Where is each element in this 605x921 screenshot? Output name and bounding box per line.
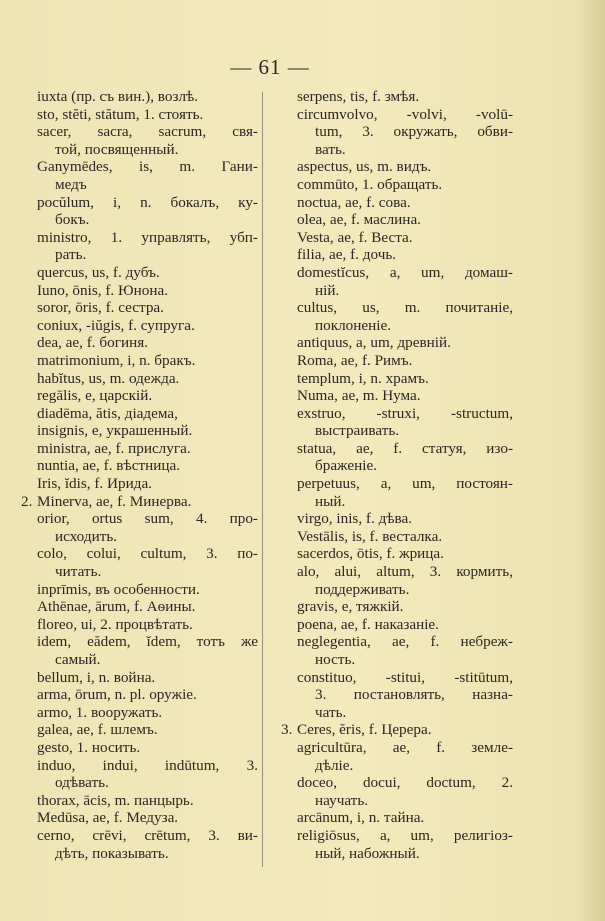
dictionary-entry [37, 229, 258, 264]
dictionary-entry [297, 158, 513, 176]
dictionary-entry [297, 387, 513, 405]
entry-text: sacer, sacra, sacrum, свя- [37, 123, 258, 141]
entry-headword-line [297, 106, 513, 124]
dictionary-entry [37, 352, 258, 370]
entry-text: coniux, -iŭgis, f. супруга. [37, 316, 195, 334]
entry-text: tum, 3. окружать, обви- [315, 123, 513, 141]
dictionary-entry [297, 545, 513, 563]
entry-text: Vestālis, is, f. весталка. [297, 527, 443, 545]
entry-text: самый. [55, 651, 101, 668]
entry-text: noctua, ae, f. сова. [297, 193, 411, 211]
entry-headword-line [37, 581, 258, 599]
entry-text: habĭtus, us, m. одежда. [37, 369, 180, 387]
entry-headword-line [297, 405, 513, 423]
entry-headword-line [37, 704, 258, 722]
dictionary-entry [297, 405, 513, 440]
entry-text: antiquus, a, um, древній. [297, 334, 451, 352]
dictionary-entry [37, 299, 258, 317]
entry-text: templum, i, n. храмъ. [297, 369, 429, 387]
entry-continuation-line [37, 774, 258, 792]
entry-text: той, посвященный. [55, 140, 179, 158]
entry-text: Numa, ae, m. Нума. [297, 387, 421, 405]
entry-headword-line [37, 633, 258, 651]
entry-text: arcānum, i, n. тайна. [297, 809, 425, 827]
dictionary-entry [297, 440, 513, 475]
entry-text: colo, colui, cultum, 3. по- [37, 545, 258, 563]
entry-headword-line [297, 598, 513, 616]
entry-headword-line [37, 598, 258, 616]
entry-text: вать. [315, 140, 346, 158]
entry-text: iuxta (пр. съ вин.), возлѣ. [37, 88, 199, 105]
dictionary-entry [297, 194, 513, 212]
entry-text: aspectus, us, m. видъ. [297, 158, 432, 176]
dictionary-entry [297, 739, 513, 774]
dictionary-entry [37, 370, 258, 388]
dictionary-entry [37, 106, 258, 124]
entry-headword-line [37, 158, 258, 176]
entry-text: ность. [315, 651, 356, 668]
entry-text: поддерживать. [315, 580, 410, 598]
entry-headword-line [37, 686, 258, 704]
entry-continuation-line [297, 457, 513, 475]
entry-text: sacerdos, ōtis, f. жрица. [297, 545, 444, 563]
entry-text: бокъ. [55, 211, 90, 229]
dictionary-entry [37, 264, 258, 282]
entry-text: выстраивать. [315, 422, 400, 440]
entry-text: galea, ae, f. шлемъ. [37, 721, 158, 739]
entry-continuation-line [37, 528, 258, 546]
dictionary-entry [37, 194, 258, 229]
entry-text: doceo, docui, doctum, 2. [297, 774, 513, 792]
entry-text: quercus, us, f. дубъ. [37, 263, 160, 281]
dictionary-entry [297, 669, 513, 722]
entry-headword-line [297, 352, 513, 370]
entry-headword-line [297, 563, 513, 581]
entry-text: Ganymēdes, is, m. Гани- [37, 158, 258, 176]
entry-continuation-line [297, 704, 513, 722]
dictionary-entry [37, 123, 258, 158]
entry-continuation-line [297, 792, 513, 810]
entry-headword-line [37, 669, 258, 687]
entry-headword-line [297, 528, 513, 546]
entry-headword-line [297, 299, 513, 317]
entry-continuation-line [37, 211, 258, 229]
entry-text: soror, ōris, f. сестра. [37, 299, 164, 317]
entry-continuation-line [297, 757, 513, 775]
dictionary-entry [21, 492, 258, 511]
entry-headword-line [37, 106, 258, 124]
entry-continuation-line [297, 282, 513, 300]
entry-headword-line [37, 739, 258, 757]
dictionary-entry [281, 721, 513, 739]
dictionary-entry [37, 422, 258, 440]
dictionary-entry [37, 827, 258, 862]
entry-text: поклоненіе. [315, 316, 392, 334]
dictionary-entry [37, 457, 258, 475]
entry-text: cerno, crēvi, crētum, 3. ви- [37, 826, 258, 844]
dictionary-entry [297, 598, 513, 616]
entry-headword-line [297, 334, 513, 352]
entry-headword-line [37, 370, 258, 388]
dictionary-entry [297, 264, 513, 299]
entry-text: Medūsa, ae, f. Медуза. [37, 809, 179, 827]
dictionary-entry [37, 510, 258, 545]
entry-headword-line [297, 229, 513, 247]
dictionary-entry [37, 757, 258, 792]
entry-text: neglegentia, ae, f. небреж- [297, 633, 513, 651]
entry-headword-line [297, 475, 513, 493]
entry-text: gravis, e, тяжкій. [297, 598, 404, 616]
entry-text: statua, ae, f. статуя, изо- [297, 439, 513, 457]
dictionary-entry [297, 510, 513, 528]
entry-continuation-line [37, 563, 258, 581]
dictionary-entry [37, 809, 258, 827]
entry-continuation-line [37, 845, 258, 863]
entry-text: serpens, tis, f. змѣя. [297, 88, 420, 105]
dictionary-entry [297, 809, 513, 827]
entry-continuation-line [297, 422, 513, 440]
entry-text: ministro, 1. управлять, убп- [37, 228, 258, 246]
right-column [281, 88, 513, 862]
entry-headword-line [37, 282, 258, 300]
entry-headword-line [37, 422, 258, 440]
entry-continuation-line [37, 176, 258, 194]
entry-text: дѣть, показывать. [55, 844, 169, 862]
entry-continuation-line [37, 651, 258, 669]
dictionary-entry [37, 792, 258, 810]
entry-text: circumvolvo, -volvi, -volū- [297, 105, 513, 123]
dictionary-entry [37, 686, 258, 704]
entry-text: diadēma, ătis, діадема, [37, 404, 178, 422]
entry-continuation-line [297, 651, 513, 669]
dictionary-entry [37, 317, 258, 335]
entry-text: insignis, e, украшенный. [37, 422, 193, 440]
dictionary-entry [297, 176, 513, 194]
entry-text: bellum, i, n. война. [37, 668, 156, 686]
entry-text: научать. [315, 791, 369, 809]
dictionary-entry [37, 405, 258, 423]
dictionary-entry [297, 616, 513, 634]
entry-headword-line [297, 774, 513, 792]
entry-text: Vesta, ae, f. Веста. [297, 228, 413, 246]
dictionary-entry [297, 229, 513, 247]
entry-headword-line [297, 211, 513, 229]
dictionary-entry [297, 633, 513, 668]
dictionary-entry [297, 528, 513, 546]
dictionary-entry [37, 598, 258, 616]
entry-headword-line [37, 440, 258, 458]
entry-headword-line [37, 387, 258, 405]
entry-headword-line [37, 334, 258, 352]
entry-headword-line [37, 827, 258, 845]
entry-headword-line [37, 792, 258, 810]
dictionary-entry [37, 158, 258, 193]
entry-headword-line [37, 229, 258, 247]
entry-headword-line [297, 827, 513, 845]
entry-text: induo, indui, indūtum, 3. [37, 756, 258, 774]
entry-headword-line [297, 158, 513, 176]
entry-text: inprīmis, въ особенности. [37, 580, 200, 598]
entry-text: matrimonium, i, n. бракъ. [37, 351, 196, 369]
entry-headword-line [297, 387, 513, 405]
dictionary-entry [37, 581, 258, 599]
dictionary-entry [297, 827, 513, 862]
entry-text: исходить. [55, 527, 118, 545]
entry-headword-line [281, 721, 513, 739]
entry-headword-line [297, 510, 513, 528]
entry-headword-line [37, 88, 258, 106]
entry-headword-line [297, 633, 513, 651]
page-number: — 61 — [230, 55, 310, 79]
entry-headword-line [37, 317, 258, 335]
dictionary-entry [37, 633, 258, 668]
entry-text: agricultūra, ae, f. земле- [297, 738, 513, 756]
entry-continuation-line [37, 246, 258, 264]
dictionary-entry [297, 299, 513, 334]
dictionary-entry [297, 246, 513, 264]
entry-text: regālis, e, царскій. [37, 387, 153, 405]
entry-headword-line [297, 370, 513, 388]
dictionary-entry [297, 563, 513, 598]
dictionary-entry [37, 721, 258, 739]
entry-text: дѣліе. [315, 756, 354, 774]
entry-text: olea, ae, f. маслина. [297, 211, 421, 229]
dictionary-entry [297, 106, 513, 159]
entry-continuation-line [297, 581, 513, 599]
entry-continuation-line [297, 686, 513, 704]
dictionary-entry [37, 475, 258, 493]
entry-text: 3. постановлять, назна- [315, 686, 513, 704]
entry-text: dea, ae, f. богиня. [37, 334, 148, 352]
entry-text: constituo, -stitui, -stitūtum, [297, 668, 513, 686]
entry-text: arma, ōrum, n. pl. оружіе. [37, 686, 197, 704]
entry-continuation-line [297, 123, 513, 141]
entry-headword-line [37, 809, 258, 827]
dictionary-entry [37, 704, 258, 722]
dictionary-entry [297, 774, 513, 809]
dictionary-entry [297, 88, 513, 106]
entry-headword-line [297, 194, 513, 212]
entry-headword-line [37, 721, 258, 739]
entry-headword-line [37, 264, 258, 282]
entry-headword-line [37, 510, 258, 528]
entry-headword-line [297, 246, 513, 264]
entry-text: ній. [315, 281, 340, 299]
entry-headword-line [37, 457, 258, 475]
entry-text: domestĭcus, a, um, домаш- [297, 263, 513, 281]
dictionary-entry [297, 334, 513, 352]
entry-text: nuntia, ae, f. вѣстница. [37, 457, 180, 475]
entry-headword-line [37, 616, 258, 634]
dictionary-entry [297, 211, 513, 229]
entry-text: gesto, 1. носить. [37, 738, 141, 756]
entry-text: рать. [55, 246, 87, 264]
left-column [21, 88, 258, 862]
entry-headword-line [297, 545, 513, 563]
entry-text: idem, eădem, ĭdem, тотъ же [37, 633, 258, 651]
entry-text: читать. [55, 563, 102, 581]
entry-headword-line [297, 88, 513, 106]
entry-headword-line [37, 299, 258, 317]
entry-text: Iuno, ōnis, f. Юнона. [37, 281, 168, 299]
dictionary-entry [37, 282, 258, 300]
entry-headword-line [297, 739, 513, 757]
entry-headword-line [297, 440, 513, 458]
dictionary-entry [297, 475, 513, 510]
entry-text: thorax, ācis, m. панцырь. [37, 791, 194, 809]
entry-text: exstruo, -struxi, -structum, [297, 404, 513, 422]
entry-text: медъ [55, 175, 87, 193]
dictionary-entry [37, 739, 258, 757]
entry-text: ный, набожный. [315, 844, 420, 862]
entry-headword-line [297, 809, 513, 827]
section-number: 3. [281, 721, 293, 739]
entry-text: Ceres, ĕris, f. Церера. [297, 721, 432, 739]
entry-text: poena, ae, f. наказаніе. [297, 615, 439, 633]
entry-text: чать. [315, 703, 347, 721]
entry-headword-line [37, 194, 258, 212]
entry-text: sto, stĕti, stătum, 1. стоять. [37, 105, 204, 123]
entry-text: Iris, ĭdis, f. Ирида. [37, 475, 152, 493]
dictionary-entry [37, 440, 258, 458]
entry-text: filia, ae, f. дочь. [297, 246, 397, 264]
dictionary-entry [297, 352, 513, 370]
entry-text: armo, 1. вооружать. [37, 703, 163, 721]
dictionary-entry [37, 669, 258, 687]
entry-text: religiōsus, a, um, религіоз- [297, 826, 513, 844]
dictionary-entry [37, 334, 258, 352]
entry-text: alo, alui, altum, 3. кормить, [297, 563, 513, 581]
entry-text: perpetuus, a, um, постоян- [297, 475, 513, 493]
entry-headword-line [37, 123, 258, 141]
entry-headword-line [37, 405, 258, 423]
entry-text: commūto, 1. обращать. [297, 175, 443, 193]
section-number: 2. [21, 492, 33, 510]
dictionary-entry [37, 545, 258, 580]
entry-continuation-line [297, 845, 513, 863]
entry-text: orior, ortus sum, 4. про- [37, 510, 258, 528]
dictionary-entry [37, 616, 258, 634]
entry-headword-line [21, 492, 258, 511]
entry-headword-line [297, 669, 513, 687]
entry-text: ministra, ae, f. прислуга. [37, 439, 191, 457]
entry-headword-line [37, 545, 258, 563]
entry-text: Minerva, ae, f. Минерва. [37, 492, 192, 510]
entry-text: браженіе. [315, 457, 377, 475]
dictionary-entry [37, 387, 258, 405]
entry-continuation-line [37, 141, 258, 159]
entry-headword-line [37, 352, 258, 370]
entry-text: pocŭlum, i, n. бокалъ, ку- [37, 193, 258, 211]
dictionary-entry [297, 370, 513, 388]
entry-continuation-line [297, 141, 513, 159]
entry-text: ный. [315, 492, 346, 510]
entry-headword-line [297, 176, 513, 194]
column-divider [262, 92, 263, 867]
entry-headword-line [37, 757, 258, 775]
entry-headword-line [297, 616, 513, 634]
entry-continuation-line [297, 493, 513, 511]
entry-text: virgo, inis, f. дѣва. [297, 510, 413, 528]
entry-text: Roma, ae, f. Римъ. [297, 351, 413, 369]
entry-text: cultus, us, m. почитаніе, [297, 299, 513, 317]
entry-text: Athēnae, ārum, f. Аѳины. [37, 598, 196, 616]
dictionary-entry [37, 88, 258, 106]
entry-headword-line [297, 264, 513, 282]
entry-continuation-line [297, 317, 513, 335]
entry-text: floreo, ui, 2. процвѣтать. [37, 615, 193, 633]
entry-text: одѣвать. [55, 774, 109, 792]
entry-headword-line [37, 475, 258, 493]
